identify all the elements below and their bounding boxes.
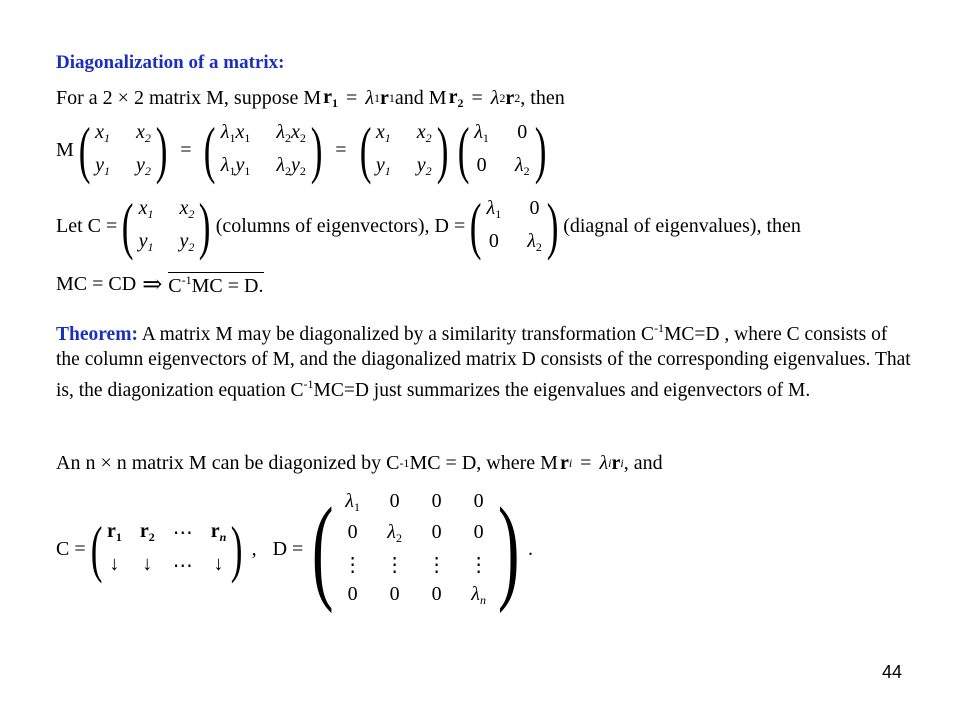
C-matrix: ( $x_1$ $x_2$ $y_1$ $y_2$ ) (122, 190, 211, 261)
down-arrow-icon: ↓ (142, 553, 153, 575)
bottom-D-matrix: ( $\lambda_1$ 0 0 0 0 $\lambda_2$ 0 0 ⋮ ⋮ ⋮ ⋮ 0 0 0 $\lambda_n$ ) (312, 483, 520, 614)
line1-prefix: For a 2 × 2 matrix M, suppose M (56, 87, 322, 109)
nxn-b: MC = D, where M (409, 452, 558, 474)
mc-left: MC = CD (56, 273, 137, 295)
theorem-label: Theorem: (56, 324, 138, 345)
matrix-M-symbol: M (56, 138, 74, 161)
matrix-equation: M ( $x_1$ $x_2$ $y_1$ $y_2$ ) = ( $\lambda_1x_1$ $\lambda_2x_2$ $\lambda_1y_1$ $\lambda_2y_2$ ) = ( $x_1$ $x_2$ $y_1$ $y_2$ ) ( $\lambda_1$ 0 0 $\lambda_2$ ) (56, 118, 551, 182)
eigenvector-matrix-2: ( $x_1$ $x_2$ $y_1$ $y_2$ ) (359, 114, 449, 185)
bottom-matrices: C = ( $r_1$ $r_2$ ⋯ $r_n$ ↓ ↓ ⋯ ↓ ) , D = ( $\lambda_1$ 0 0 0 0 $\lambda_2$ 0 0 ⋮ ⋮ ⋮ ⋮ 0 0 0 $\lambda_n$ ) . (56, 483, 533, 614)
page-title: Diagonalization of a matrix: (56, 52, 285, 73)
nxn-a: An n × n matrix M can be diagonized by C (56, 452, 400, 474)
let-cols-text: (columns of eigenvectors), D = (215, 214, 466, 237)
nxn-c: , and (623, 452, 663, 474)
bottom-D-label: D = (272, 537, 304, 560)
theorem-paragraph: Theorem: A matrix M may be diagonalized by a similarity transformation $C^{-1}MC=D$ , where C consists of the column eigenvectors of M, and the diagonalized matrix D consists of the corresponding eigenvalues. That is, the diagonization equation $C^{-1}MC=D$ just summarizes the eigenvalues and eigenvectors of M. (56, 321, 911, 401)
down-arrow-icon: ↓ (213, 553, 224, 575)
let-C: Let C = (56, 214, 118, 237)
implies-icon: ⇒ (142, 272, 163, 298)
eigenvector-matrix-1: ( $x_1$ $x_2$ $y_1$ $y_2$ ) (78, 114, 168, 185)
down-arrow-icon: ↓ (109, 553, 120, 575)
page-number: 44 (881, 662, 902, 682)
line-2x2-statement: For a 2 × 2 matrix M, suppose M $r_1$ = λ 1 r 1 and M $r_2$ = λ 2 r 2 , then (56, 86, 565, 110)
mc-right: $C^{-1}MC = D$. (168, 272, 264, 297)
mc-line (56, 270, 264, 299)
line1-mid: and M (394, 87, 447, 109)
let-line (56, 190, 801, 261)
bottom-C-matrix: ( $r_1$ $r_2$ ⋯ $r_n$ ↓ ↓ ⋯ ↓ ) (90, 513, 243, 584)
D-matrix: ( $\lambda_1$ 0 0 $\lambda_2$ ) (470, 190, 559, 261)
line1-then: , then (520, 87, 565, 109)
let-diag-text: (diagnal of eigenvalues), then (563, 214, 801, 237)
bottom-C-label: C = (56, 537, 86, 560)
nxn-line: An n × n matrix M can be diagonized by C -1 MC = D, where M r i = λ i r i , and (56, 452, 663, 474)
eigenvalue-matrix: ( $\lambda_1$ 0 0 $\lambda_2$ ) (457, 114, 547, 185)
lambda-x-matrix: ( $\lambda_1x_1$ $\lambda_2x_2$ $\lambda_1y_1$ $\lambda_2y_2$ ) (204, 114, 323, 185)
